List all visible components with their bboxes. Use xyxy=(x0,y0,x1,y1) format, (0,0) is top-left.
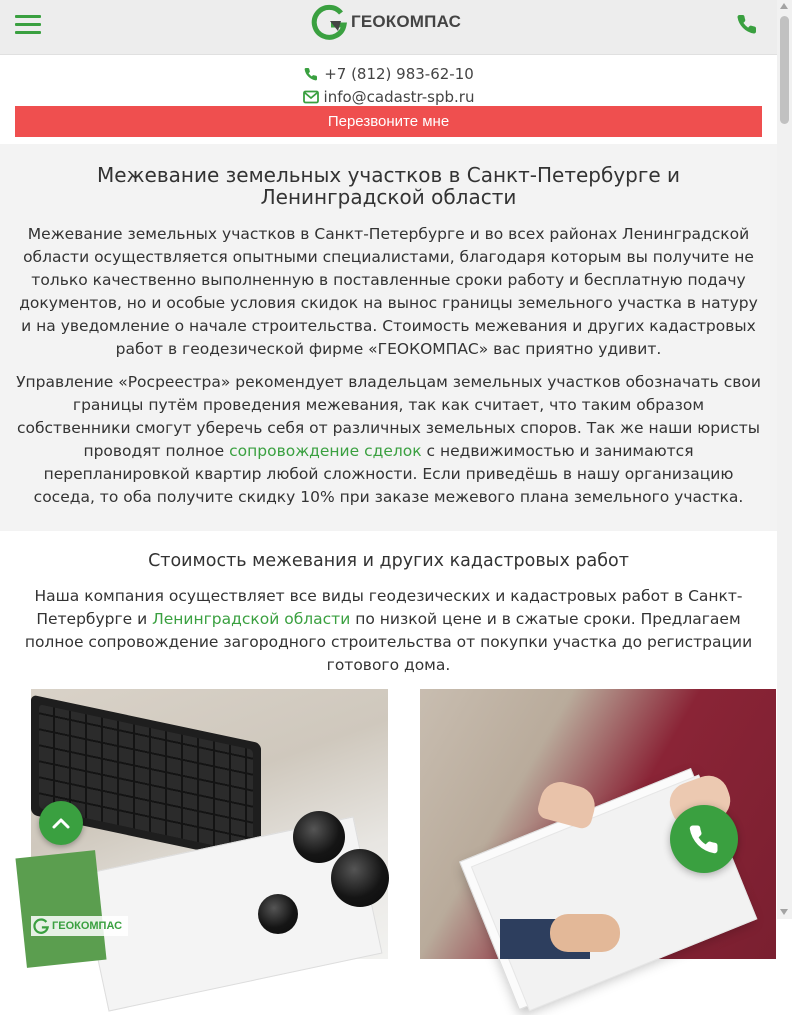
chevron-up-icon xyxy=(52,817,70,829)
photo-gallery xyxy=(15,689,762,959)
phone-icon xyxy=(735,12,759,36)
stamp-shape xyxy=(258,894,298,934)
stamp-shape xyxy=(331,849,389,907)
hamburger-menu-icon[interactable] xyxy=(15,15,41,35)
pricing-section xyxy=(0,531,777,959)
stamp-shape xyxy=(293,811,345,863)
intro-paragraph-2 xyxy=(15,371,762,509)
intro-text: Управление «Росреестра» рекомендует владельцам земельных участков обозначать свои границы путём проведения межевания, так как считает, что таким образом собственники смогут уберечь себя от различных земельных споров. Так же наши юристы проводят полное xyxy=(16,373,761,460)
pricing-text: Наша компания осуществляет все виды геодезических и кадастровых работ в Санкт-Петербурге и xyxy=(34,587,743,628)
vertical-scrollbar[interactable] xyxy=(777,0,792,919)
pricing-title: Стоимость межевания и других кадастровых работ xyxy=(148,551,629,571)
hand-shape xyxy=(550,914,620,952)
contact-email-line xyxy=(0,85,777,108)
email-link[interactable]: info@cadastr-spb.ru xyxy=(323,87,475,106)
photo-logo-text: ГЕОКОМПАС xyxy=(52,920,123,932)
envelope-icon xyxy=(303,90,319,104)
scrollbar-thumb[interactable] xyxy=(780,16,789,124)
phone-link[interactable]: +7 (812) 983-62-10 xyxy=(324,64,474,83)
pricing-paragraph xyxy=(15,585,762,677)
logo-text: ГЕОКОМПАС xyxy=(351,12,462,31)
deal-support-link[interactable]: сопровождение сделок xyxy=(229,442,422,460)
phone-icon xyxy=(303,66,319,82)
header-phone-button[interactable] xyxy=(735,12,759,40)
site-logo[interactable] xyxy=(311,4,461,40)
site-header xyxy=(0,0,777,55)
contact-block xyxy=(0,55,777,144)
intro-text: с недвижимостью и занимаются перепланировкой квартир любой сложности. Если приведёшь в нашу организацию соседа, то оба получите скидку 10% при заказе межевого плана земельного участка. xyxy=(33,442,744,506)
green-folder-shape xyxy=(15,850,106,968)
call-button[interactable] xyxy=(670,805,738,873)
geokompas-logo-icon xyxy=(33,918,49,934)
geokompas-logo-icon xyxy=(311,4,347,40)
pricing-text: по низкой цене и в сжатые сроки. Предлагаем полное сопровождение загородного строительства от покупки участка до регистрации готового дома. xyxy=(24,610,753,674)
page-title: Межевание земельных участков в Санкт-Петербурге и Ленинградской области xyxy=(96,163,681,209)
scroll-down-arrow-icon[interactable] xyxy=(780,909,788,915)
photo-logo xyxy=(31,916,128,936)
phone-icon xyxy=(686,821,722,857)
hand-shape xyxy=(536,778,599,831)
callback-button[interactable]: Перезвоните мне xyxy=(15,106,762,137)
leningrad-region-link[interactable]: Ленинградской области xyxy=(152,610,351,628)
contact-phone-line xyxy=(0,62,777,85)
office-stamps-photo[interactable] xyxy=(31,689,388,959)
intro-section xyxy=(0,144,777,531)
intro-paragraph: Межевание земельных участков в Санкт-Петербурге и во всех районах Ленинградской области осуществляется опытными специалистами, благодаря которым вы получите не только качественно выполненную в поставленные сроки работу и бесплатную подачу документов, но и особые условия скидок на вынос границы земельного участка в натуру и на уведомление о начале строительства. Стоимость межевания и других кадастровых работ в геодезической фирме «ГЕОКОМПАС» вас приятно удивит. xyxy=(19,225,758,358)
scroll-up-arrow-icon[interactable] xyxy=(780,3,788,9)
scroll-to-top-button[interactable] xyxy=(39,801,83,845)
